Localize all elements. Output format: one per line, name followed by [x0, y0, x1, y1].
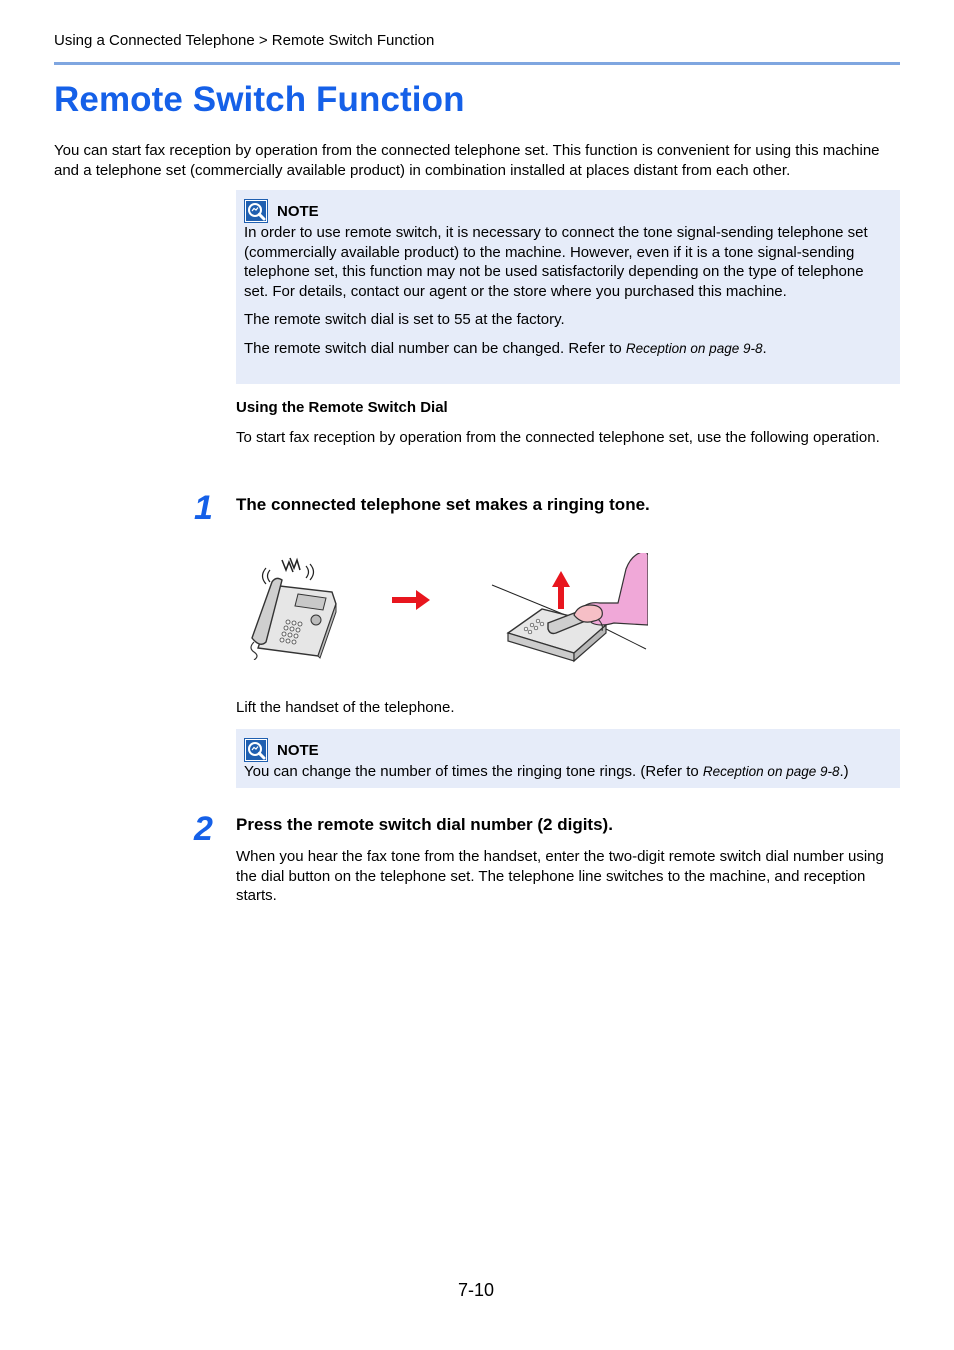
step-number: 1: [194, 489, 213, 527]
section-paragraph: To start fax reception by operation from the connected telephone set, use the following operation.: [236, 429, 880, 446]
ringing-telephone-illustration: [240, 552, 340, 660]
note-icon: [244, 199, 268, 223]
note-paragraph: [244, 339, 890, 359]
right-arrow-icon: [392, 590, 430, 610]
note-header: [244, 738, 890, 762]
note-icon: [244, 738, 268, 762]
lift-handset-illustration: [490, 553, 648, 665]
note-box: [236, 190, 900, 384]
intro-paragraph: You can start fax reception by operation from the connected telephone set. This function is convenient for using this machine and a telephone set (commercially available product) in combination installed at places distant from each other.: [54, 142, 880, 179]
step-caption: Lift the handset of the telephone.: [236, 699, 455, 716]
note-paragraph: The remote switch dial is set to 55 at the factory.: [244, 311, 565, 328]
breadcrumb: Using a Connected Telephone > Remote Switch Function: [54, 32, 435, 49]
note-paragraph: In order to use remote switch, it is necessary to connect the tone signal-sending telephone set (commercially available product) to the machine. However, even if it is a tone signal-sending telephone set, this function may not be used satisfactorily depending on the type of telephone set. For details, contact our agent or the store where you purchased this machine.: [244, 224, 868, 300]
note-text: You can change the number of times the ringing tone rings. (Refer to: [244, 763, 703, 780]
header-rule: [54, 62, 900, 65]
reception-page-link[interactable]: Reception on page 9-8: [625, 340, 763, 356]
page-number: 7-10: [458, 1280, 495, 1300]
note-header: [244, 199, 890, 223]
note-text: The remote switch dial number can be changed. Refer to: [244, 339, 626, 357]
note-label: NOTE: [277, 202, 319, 220]
section-heading: Using the Remote Switch Dial: [236, 399, 448, 416]
note-text: .): [839, 763, 849, 780]
step-number: 2: [194, 810, 213, 848]
note-box: [236, 729, 900, 788]
note-paragraph: [244, 762, 890, 782]
note-label: NOTE: [277, 741, 319, 759]
step-title: Press the remote switch dial number (2 digits).: [236, 815, 613, 834]
page-title: Remote Switch Function: [54, 80, 465, 119]
note-text: .: [762, 339, 767, 357]
step-title: The connected telephone set makes a ringing tone.: [236, 495, 650, 514]
reception-page-link[interactable]: Reception on page 9-8: [702, 764, 840, 779]
step-paragraph: When you hear the fax tone from the handset, enter the two-digit remote switch dial number using the dial button on the telephone set. The telephone line switches to the machine, and reception starts.: [236, 848, 884, 904]
